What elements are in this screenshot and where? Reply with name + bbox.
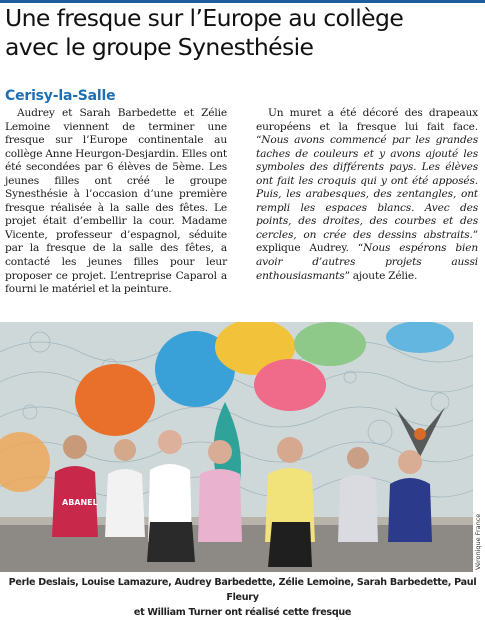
headline-line-1: Une fresque sur l’Europe au collège bbox=[5, 4, 404, 32]
article-column-1 bbox=[5, 107, 227, 297]
fresco-green-blob bbox=[294, 322, 366, 366]
top-rule bbox=[0, 0, 485, 3]
attribution-zelie: ” ajoute Zélie. bbox=[344, 269, 418, 282]
headline bbox=[5, 4, 483, 62]
fresco-orange-blob bbox=[75, 364, 155, 436]
attribution-audrey: ” explique Audrey. “ bbox=[256, 228, 478, 255]
fresco-illustration bbox=[0, 322, 473, 572]
sweatshirt-text: ABANEL bbox=[62, 498, 98, 507]
quote-audrey: Nous avons commencé par les grandes taches de couleurs et y avons ajouté les symboles des différents pays. Les élèves ont fait les croquis qui y ont été apposés. Puis, les arabesques, des zentangles, ont rempli les espaces blancs. Avec des points, des droites, des courbes et des cercles, on crée des dessins abstraits. bbox=[256, 134, 478, 241]
photo-credit: Véronique France bbox=[474, 513, 482, 570]
fresco-pink-blob bbox=[254, 359, 326, 411]
dateline: Cerisy-la-Salle bbox=[5, 88, 116, 104]
paragraph-1: Audrey et Sarah Barbedette et Zélie Lemoine viennent de terminer une fresque sur l’Europe continentale au collège Anne Heurgon-Desjardin. Elles ont été secondées par 6 élèves de 5ème. Les jeunes filles ont créé le groupe Synesthésie à l’occasion d’une première fresque réalisée à la salle des fêtes. Le projet était d’embellir la cour. Madame Vicente, professeur d’espagnol, séduite par la fresque de la salle des fêtes, a contacté les jeunes filles pour leur proposer ce projet. L’entreprise Caparol a fourni le matériel et la peinture. bbox=[5, 107, 227, 296]
caption-line-1: Perle Deslais, Louise Lamazure, Audrey Barbedette, Zélie Lemoine, Sarah Barbedette, Paul Fleury bbox=[8, 577, 477, 603]
headline-line-2: avec le groupe Synesthésie bbox=[5, 33, 314, 61]
caption-line-2: et William Turner ont réalisé cette fresque bbox=[133, 607, 352, 618]
group-photo bbox=[0, 322, 473, 572]
paragraph-2-intro: Un muret a été décoré des drapeaux européens et la fresque lui fait face. “ bbox=[256, 107, 478, 147]
photo-caption bbox=[0, 575, 485, 620]
quote-zelie: Nous espérons bien avoir d’autres projets aussi enthousiasmants bbox=[256, 242, 478, 282]
article-column-2 bbox=[256, 107, 478, 283]
paragraph-2 bbox=[256, 107, 478, 283]
